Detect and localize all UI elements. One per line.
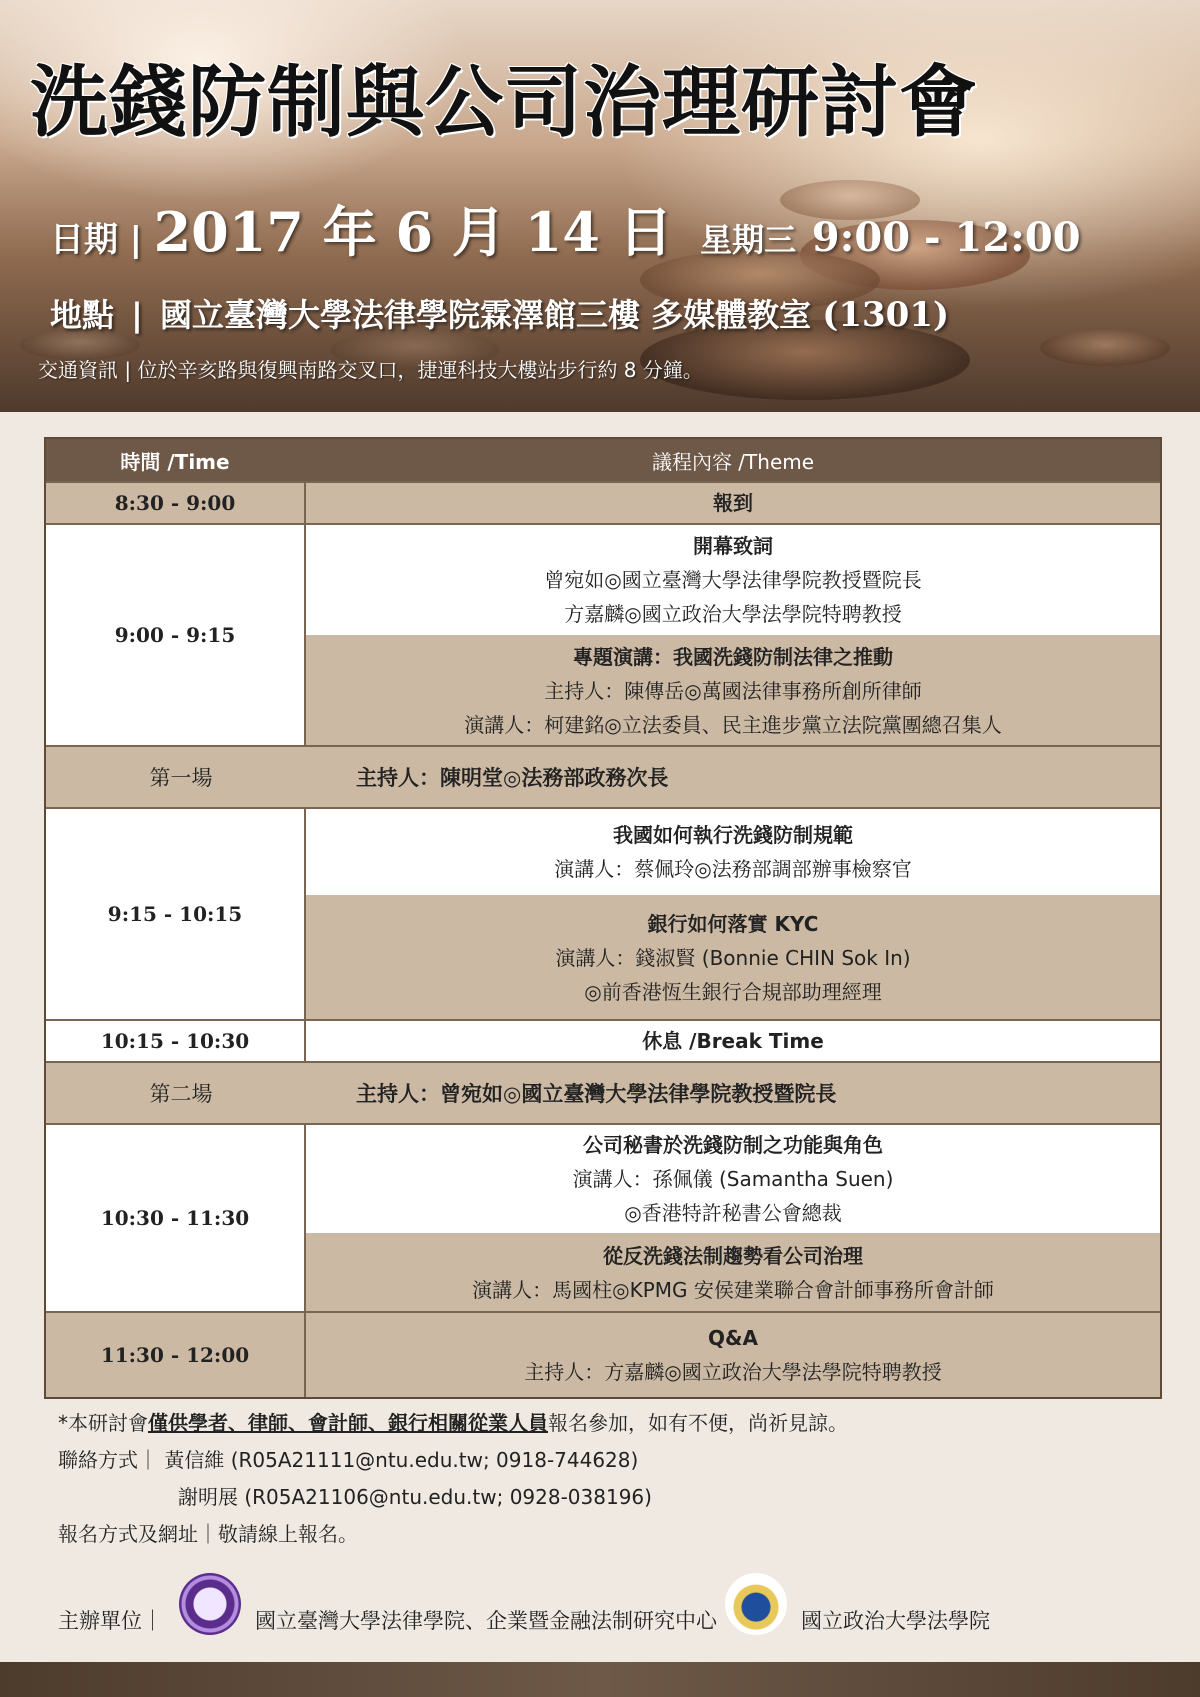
item-title: 報到	[713, 491, 753, 515]
event-venue	[50, 290, 949, 336]
footer-notes	[58, 1405, 848, 1553]
agenda-table	[44, 437, 1162, 1399]
item-line: ◎香港特許秘書公會總裁	[624, 1201, 842, 1225]
item-title: 公司秘書於洗錢防制之功能與角色	[583, 1133, 883, 1157]
item-title: 休息 /Break Time	[642, 1029, 824, 1053]
agenda-item	[306, 486, 1160, 520]
contact-label: 聯絡方式｜	[58, 1448, 158, 1472]
registration-info: 報名方式及網址｜敬請線上報名。	[58, 1522, 358, 1546]
session-name: 第一場	[149, 766, 213, 790]
table-row	[46, 807, 1160, 1019]
row-time: 9:00 - 9:15	[46, 525, 306, 745]
row-time: 10:30 - 11:30	[46, 1125, 306, 1311]
agenda-item	[306, 895, 1160, 1019]
item-title: 專題演講：我國洗錢防制法律之推動	[573, 645, 893, 669]
header-banner	[0, 0, 1200, 412]
page-title: 洗錢防制與公司治理研討會	[30, 58, 979, 148]
table-row	[46, 1311, 1160, 1397]
table-row	[46, 523, 1160, 745]
table-row	[46, 1123, 1160, 1311]
row-time: 9:15 - 10:15	[46, 809, 306, 1019]
item-title: Q&A	[708, 1326, 758, 1350]
contact-person-2[interactable]: 謝明展 (R05A21106@ntu.edu.tw; 0928-038196)	[178, 1485, 652, 1509]
item-line: 主持人：陳傳岳◎萬國法律事務所創所律師	[544, 679, 922, 703]
bottom-bar	[0, 1662, 1200, 1697]
table-row	[46, 1019, 1160, 1061]
session-host: 主持人：陳明堂◎法務部政務次長	[356, 766, 669, 790]
event-date	[50, 190, 1081, 267]
agenda-item	[306, 1321, 1160, 1389]
eligibility-note	[58, 1405, 848, 1442]
item-line: 演講人：柯建銘◎立法委員、民主進步黨立法院黨團總召集人	[464, 713, 1002, 737]
session-name: 第二場	[149, 1082, 213, 1106]
item-line: 演講人：錢淑賢 (Bonnie CHIN Sok In)	[555, 946, 911, 970]
item-title: 我國如何執行洗錢防制規範	[613, 823, 853, 847]
ntu-law-logo-icon	[179, 1573, 241, 1635]
session-host: 主持人：曾宛如◎國立臺灣大學法律學院教授暨院長	[356, 1082, 837, 1106]
organizer-nccu: 國立政治大學法學院	[801, 1609, 990, 1633]
organizers	[58, 1565, 990, 1635]
agenda-item	[306, 1233, 1160, 1311]
contact-line	[58, 1479, 848, 1516]
item-line: 方嘉麟◎國立政治大學法學院特聘教授	[564, 602, 902, 626]
note-prefix: *本研討會	[58, 1411, 148, 1435]
item-line: 曾宛如◎國立臺灣大學法律學院教授暨院長	[544, 568, 922, 592]
agenda-item	[306, 809, 1160, 895]
date-label: 日期	[50, 220, 118, 260]
table-header	[46, 439, 1160, 481]
agenda-item	[306, 635, 1160, 745]
contact-line	[58, 1442, 848, 1479]
time-range: 9:00 - 12:00	[811, 214, 1081, 261]
venue-value: 國立臺灣大學法律學院霖澤館三樓 多媒體教室	[159, 296, 812, 334]
table-row	[46, 481, 1160, 523]
coin-image	[1040, 330, 1170, 366]
note-emphasis: 僅供學者、律師、會計師、銀行相關從業人員	[148, 1411, 548, 1435]
organizer-label: 主辦單位｜	[58, 1609, 163, 1633]
header-time: 時間 /Time	[46, 439, 306, 481]
transit-info: 交通資訊 | 位於辛亥路與復興南路交叉口，捷運科技大樓站步行約 8 分鐘。	[38, 358, 703, 382]
item-line: 演講人：蔡佩玲◎法務部調部辦事檢察官	[554, 857, 912, 881]
item-line: 主持人：方嘉麟◎國立政治大學法學院特聘教授	[524, 1360, 942, 1384]
nccu-law-logo-icon	[725, 1573, 787, 1635]
row-time: 11:30 - 12:00	[46, 1313, 306, 1397]
item-line: ◎前香港恆生銀行合規部助理經理	[584, 980, 882, 1004]
header-theme: 議程內容 /Theme	[651, 449, 815, 474]
item-line: 演講人：馬國柱◎KPMG 安侯建業聯合會計師事務所會計師	[472, 1278, 994, 1302]
venue-separator: |	[131, 296, 143, 334]
agenda-item	[306, 1125, 1160, 1233]
row-time: 8:30 - 9:00	[46, 483, 306, 523]
venue-code: (1301)	[822, 295, 950, 335]
item-title: 開幕致詞	[693, 534, 773, 558]
organizer-ntu: 國立臺灣大學法律學院、企業暨金融法制研究中心	[255, 1609, 717, 1633]
agenda-item	[306, 525, 1160, 635]
row-time: 10:15 - 10:30	[46, 1021, 306, 1061]
weekday: 星期三	[700, 221, 797, 259]
note-suffix: 報名參加，如有不便，尚祈見諒。	[548, 1411, 848, 1435]
item-title: 從反洗錢法制趨勢看公司治理	[603, 1244, 863, 1268]
session-row	[46, 1061, 1160, 1123]
contact-person-1[interactable]: 黃信維 (R05A21111@ntu.edu.tw; 0918-744628)	[164, 1448, 639, 1472]
date-value: 2017 年 6 月 14 日	[153, 200, 673, 264]
agenda-item	[306, 1024, 1160, 1058]
date-separator: |	[129, 220, 142, 260]
session-row	[46, 745, 1160, 807]
venue-label: 地點	[50, 296, 115, 334]
item-title: 銀行如何落實 KYC	[647, 912, 819, 936]
item-line: 演講人：孫佩儀 (Samantha Suen)	[572, 1167, 894, 1191]
